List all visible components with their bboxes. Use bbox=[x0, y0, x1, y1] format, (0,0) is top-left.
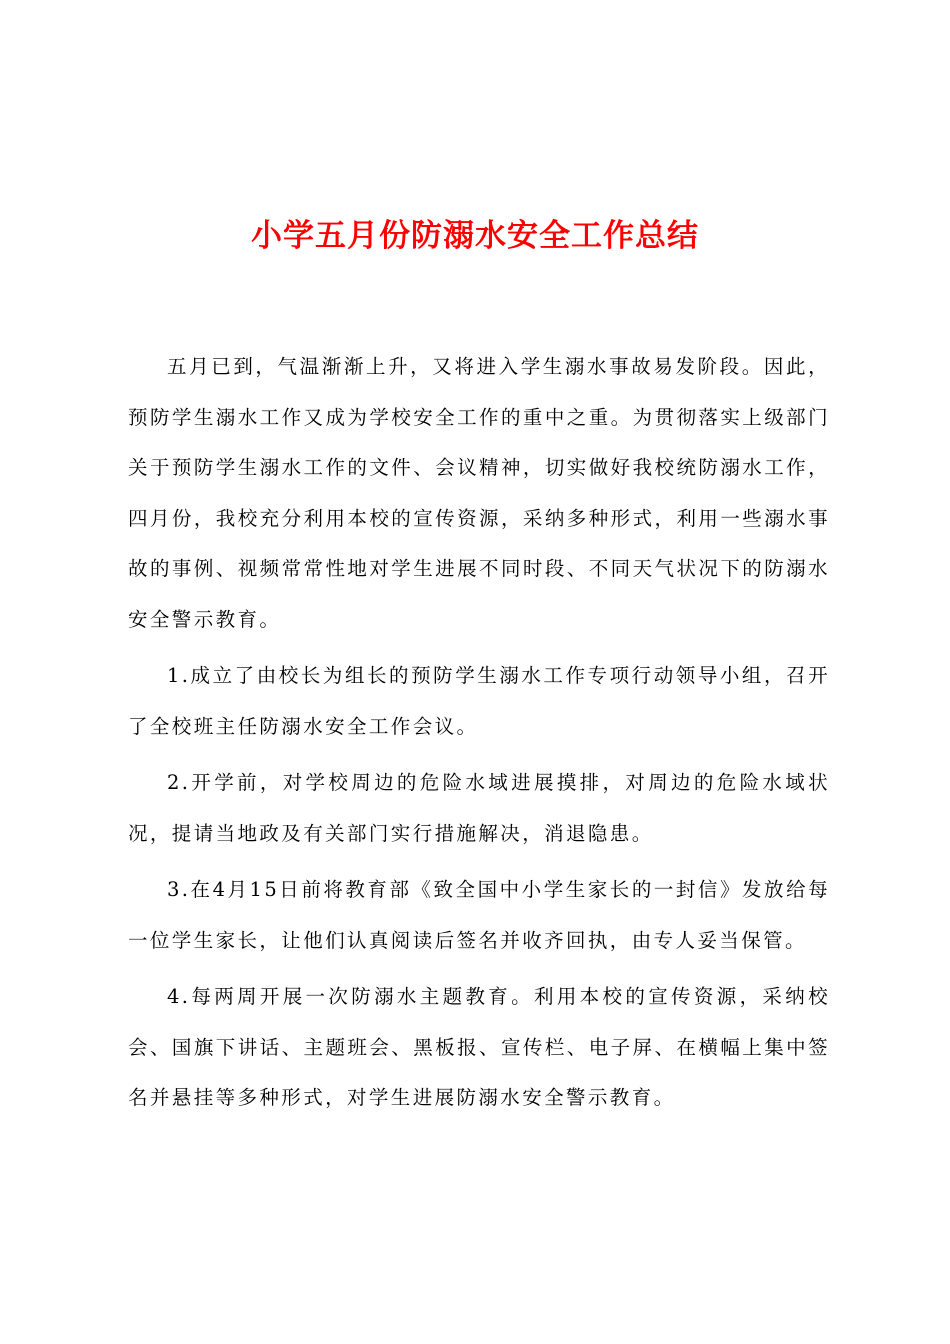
paragraph-item-1: 1.成立了由校长为组长的预防学生溺水工作专项行动领导小组，召开了全校班主任防溺水安全工作会议。 bbox=[128, 664, 830, 738]
paragraph-item-2: 2.开学前，对学校周边的危险水域进展摸排，对周边的危险水域状况，提请当地政及有关部门实行措施解决，消退隐患。 bbox=[128, 771, 830, 845]
paragraph-item-3: 3.在4月15日前将教育部《致全国中小学生家长的一封信》发放给每一位学生家长，让他们认真阅读后签名并收齐回执，由专人妥当保管。 bbox=[128, 878, 830, 952]
document-body bbox=[128, 342, 830, 1130]
paragraph-intro: 五月已到，气温渐渐上升，又将进入学生溺水事故易发阶段。因此，预防学生溺水工作又成为学校安全工作的重中之重。为贯彻落实上级部门关于预防学生溺水工作的文件、会议精神，切实做好我校统防溺水工作，四月份，我校充分利用本校的宣传资源，采纳多种形式，利用一些溺水事故的事例、视频常常性地对学生进展不同时段、不同天气状况下的防溺水安全警示教育。 bbox=[128, 355, 830, 631]
document-title: 小学五月份防溺水安全工作总结 bbox=[251, 218, 699, 254]
paragraph-item-4: 4.每两周开展一次防溺水主题教育。利用本校的宣传资源，采纳校会、国旗下讲话、主题班会、黑板报、宣传栏、电子屏、在横幅上集中签名并悬挂等多种形式，对学生进展防溺水安全警示教育。 bbox=[128, 985, 830, 1109]
